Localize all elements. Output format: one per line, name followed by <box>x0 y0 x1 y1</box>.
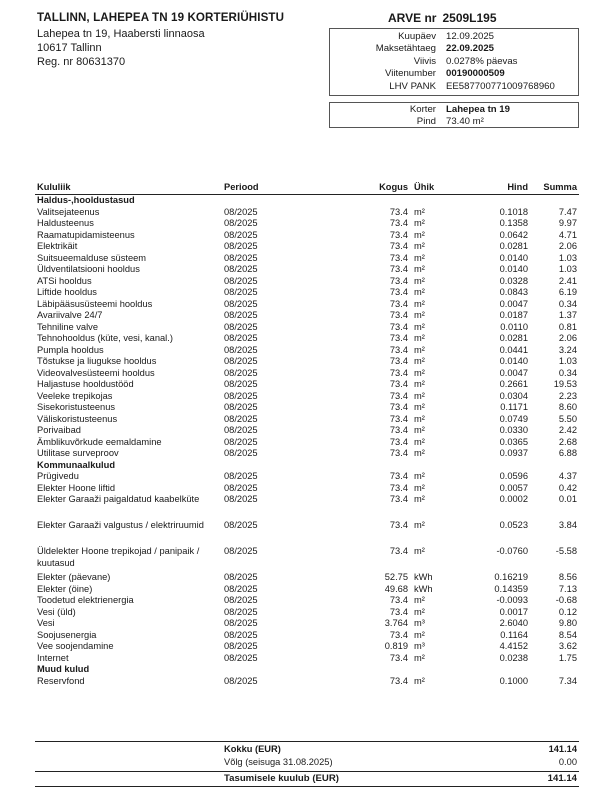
cell-sum: 19.53 <box>553 379 577 389</box>
cell-period: 08/2025 <box>224 356 258 366</box>
cell-unit: m² <box>414 321 425 332</box>
info_box-label: Viitenumber <box>384 68 436 80</box>
cell-period: 08/2025 <box>224 229 258 240</box>
cell-cost-type: Haldusteenus <box>37 218 94 228</box>
category-label: Muud kulud <box>37 664 90 674</box>
info_box-value: 12.09.2025 <box>446 31 495 42</box>
cell-cost-type: Tehniline valve <box>37 321 98 332</box>
cell-price: 0.0328 <box>499 275 528 286</box>
cell-price: 0.1171 <box>500 402 528 412</box>
cell-quantity: 73.4 <box>389 310 408 320</box>
cell-price: 0.0749 <box>499 413 528 424</box>
cell-price: -0.0093 <box>496 595 528 605</box>
cell-price: 0.0330 <box>499 425 528 435</box>
cell-price: 0.0002 <box>499 494 528 504</box>
cell-sum: 1.03 <box>558 252 577 263</box>
cell-cost-type: ATSi hooldus <box>37 275 92 286</box>
cell-unit: m² <box>414 252 425 263</box>
cell-period: 08/2025 <box>224 494 258 504</box>
unit_box-value: Lahepea tn 19 <box>446 104 510 115</box>
table-row <box>35 333 579 345</box>
table-row <box>35 379 579 391</box>
cell-quantity: 73.4 <box>389 448 408 458</box>
table-row <box>35 218 579 230</box>
cell-sum: 0.81 <box>558 321 577 332</box>
cell-period: 08/2025 <box>224 425 258 435</box>
cell-price: 0.14359 <box>494 583 528 594</box>
cell-period: 08/2025 <box>224 252 258 263</box>
cell-cost-type: Elekter Garaaži paigaldatud kaabelküte <box>37 494 200 504</box>
cell-quantity: 3.764 <box>384 618 408 628</box>
org-reg-number: Reg. nr 80631370 <box>37 56 126 68</box>
cell-price: 0.0281 <box>499 241 528 251</box>
cell-sum: 0.34 <box>558 298 577 309</box>
cell-period: 08/2025 <box>224 333 258 343</box>
cell-quantity: 73.4 <box>389 629 408 640</box>
cell-period: 08/2025 <box>224 583 258 594</box>
cell-quantity: 73.4 <box>389 333 408 343</box>
table-row <box>35 448 579 460</box>
cell-period: 08/2025 <box>224 618 258 628</box>
cell-unit: m² <box>414 629 425 640</box>
cell-quantity: 73.4 <box>389 606 408 617</box>
cell-unit: m² <box>414 413 425 424</box>
cell-period: 08/2025 <box>224 413 258 424</box>
cell-unit: m² <box>414 206 425 217</box>
cell-sum: 2.06 <box>558 333 577 343</box>
cell-cost-type: Utilitase surveproov <box>37 448 119 458</box>
header-cost-type: Kululiik <box>35 181 222 195</box>
cell-quantity: 73.4 <box>389 390 408 401</box>
cell-period: 08/2025 <box>224 275 258 286</box>
invoice-title-label: ARVE nr <box>388 11 437 25</box>
cell-price: 0.0017 <box>499 606 528 617</box>
table-row <box>35 607 579 619</box>
cell-cost-type: Vee soojendamine <box>37 641 114 651</box>
cell-period: 08/2025 <box>224 572 258 582</box>
cell-cost-type: Liftide hooldus <box>37 287 97 297</box>
cell-unit: m² <box>414 425 425 435</box>
table-row <box>35 264 579 276</box>
cell-quantity: 73.4 <box>389 252 408 263</box>
table-row <box>35 676 579 688</box>
table-row <box>35 391 579 403</box>
cell-price: 2.6040 <box>499 618 528 628</box>
cell-period: 08/2025 <box>224 367 258 378</box>
cell-quantity: 73.4 <box>389 402 408 412</box>
table-row <box>35 471 579 483</box>
org-city: 10617 Tallinn <box>37 42 102 54</box>
cell-price: 0.0047 <box>499 367 528 378</box>
cell-cost-type: Läbipääsusüsteemi hooldus <box>37 298 153 309</box>
table-row <box>35 494 579 520</box>
cell-price: 0.0187 <box>499 310 528 320</box>
table-row <box>35 520 579 546</box>
total-label: Kokku (EUR) <box>224 744 281 754</box>
cell-period: 08/2025 <box>224 606 258 617</box>
invoice-info-box <box>329 28 579 96</box>
cell-quantity: 73.4 <box>389 413 408 424</box>
total-value: 141.14 <box>548 744 577 754</box>
cell-price: 0.1018 <box>499 206 528 217</box>
cell-quantity: 73.4 <box>389 356 408 366</box>
cell-sum: 8.54 <box>558 629 577 640</box>
cell-unit: m² <box>414 310 425 320</box>
cell-cost-type: Reservfond <box>37 675 85 686</box>
cell-quantity: 73.4 <box>389 675 408 686</box>
cell-quantity: 0.819 <box>384 641 408 651</box>
cell-cost-type: Elekter Garaaži valgustus / elektriruumid <box>37 520 204 530</box>
header-period: Periood <box>222 181 296 195</box>
cell-price: 0.1358 <box>499 218 528 228</box>
cell-unit: m² <box>414 606 425 617</box>
cell-sum: 4.37 <box>558 471 577 481</box>
table-row <box>35 653 579 665</box>
cell-quantity: 73.4 <box>389 520 408 530</box>
info_box-value: 0.0278% päevas <box>446 55 518 67</box>
cell-unit: m² <box>414 652 425 663</box>
cell-unit: m³ <box>414 641 425 651</box>
table-row <box>35 230 579 242</box>
cell-quantity: 73.4 <box>389 379 408 389</box>
cell-price: 0.0110 <box>500 321 528 332</box>
cell-period: 08/2025 <box>224 310 258 320</box>
cell-period: 08/2025 <box>224 629 258 640</box>
cell-sum: 2.68 <box>558 436 577 447</box>
header-quantity: Kogus <box>296 181 410 195</box>
cell-quantity: 73.4 <box>389 287 408 297</box>
cell-quantity: 52.75 <box>384 572 408 582</box>
cell-period: 08/2025 <box>224 520 258 530</box>
table-row <box>35 618 579 630</box>
cell-unit: m² <box>414 241 425 251</box>
info_box-label: Kuupäev <box>398 31 436 42</box>
cell-cost-type: Tõstukse ja liugukse hooldus <box>37 356 157 366</box>
cell-sum: 8.60 <box>558 402 577 412</box>
cell-cost-type: Üldventilatsiooni hooldus <box>37 264 140 274</box>
cell-price: 0.0047 <box>499 298 528 309</box>
cell-unit: m² <box>414 275 425 286</box>
cell-sum: 3.24 <box>558 344 577 355</box>
cell-price: 0.1164 <box>500 629 528 640</box>
cell-unit: kWh <box>414 572 433 582</box>
cell-cost-type: Vesi <box>37 618 55 628</box>
cell-unit: m² <box>414 546 425 556</box>
cell-quantity: 73.4 <box>389 436 408 447</box>
bottom-divider <box>35 786 579 787</box>
cell-sum: 1.03 <box>558 356 577 366</box>
cell-cost-type: Suitsueemalduse süsteem <box>37 252 147 263</box>
category-row <box>35 195 579 207</box>
cell-sum: 6.19 <box>558 287 577 297</box>
table-row <box>35 241 579 253</box>
table-row <box>35 345 579 357</box>
cell-cost-type: Elekter (öine) <box>37 583 93 594</box>
cell-price: 0.1000 <box>499 675 528 686</box>
totals-divider <box>35 741 579 742</box>
cell-quantity: 73.4 <box>389 206 408 217</box>
cell-cost-type: Internet <box>37 652 69 663</box>
cell-price: -0.0760 <box>496 546 528 556</box>
cell-unit: m² <box>414 356 425 366</box>
table-row <box>35 572 579 584</box>
info_box-label: Viivis <box>413 55 436 67</box>
org-name: TALLINN, LAHEPEA TN 19 KORTERIÜHISTU <box>37 11 285 24</box>
apartment-info-box <box>329 102 579 128</box>
cell-unit: m² <box>414 494 425 504</box>
cell-quantity: 73.4 <box>389 264 408 274</box>
cell-cost-type: Avariivalve 24/7 <box>37 310 103 320</box>
cell-unit: m² <box>414 436 425 447</box>
cell-quantity: 73.4 <box>389 595 408 605</box>
table-row <box>35 322 579 334</box>
cell-quantity: 73.4 <box>389 321 408 332</box>
cell-period: 08/2025 <box>224 321 258 332</box>
cell-unit: m² <box>414 595 425 605</box>
cell-sum: 2.42 <box>558 425 577 435</box>
due-divider <box>35 771 579 772</box>
cell-quantity: 73.4 <box>389 367 408 378</box>
cell-cost-type: Väliskoristusteenus <box>37 413 118 424</box>
cell-cost-type: Elekter Hoone liftid <box>37 482 116 493</box>
header-price: Hind <box>458 181 530 195</box>
cell-sum: 6.88 <box>558 448 577 458</box>
cell-period: 08/2025 <box>224 471 258 481</box>
cell-unit: m² <box>414 675 425 686</box>
org-address: Lahepea tn 19, Haabersti linnaosa <box>37 28 205 40</box>
cell-unit: m² <box>414 264 425 274</box>
table-row <box>35 253 579 265</box>
cell-sum: 0.42 <box>558 482 577 493</box>
cell-unit: m² <box>414 218 425 228</box>
cell-sum: -5.58 <box>555 546 577 556</box>
cell-unit: m² <box>414 379 425 389</box>
info_box-label: LHV PANK <box>389 80 436 92</box>
cell-sum: 3.62 <box>558 641 577 651</box>
cell-unit: m² <box>414 287 425 297</box>
table-row <box>35 414 579 426</box>
info_box-label: Maksetähtaeg <box>375 43 436 55</box>
cell-period: 08/2025 <box>224 390 258 401</box>
cell-cost-type: Vesi (üld) <box>37 606 76 617</box>
cell-quantity: 73.4 <box>389 344 408 355</box>
cell-period: 08/2025 <box>224 379 258 389</box>
cell-unit: m² <box>414 471 425 481</box>
cell-price: 0.0596 <box>499 471 528 481</box>
cell-price: 0.16219 <box>494 572 528 582</box>
table-row <box>35 310 579 322</box>
invoice-title <box>388 11 497 25</box>
table-row <box>35 483 579 495</box>
cell-quantity: 73.4 <box>389 229 408 240</box>
header-sum: Summa <box>530 181 579 195</box>
cell-cost-type: Porivaibad <box>37 425 81 435</box>
cell-price: 0.0140 <box>499 264 528 274</box>
debt-label: Võlg (seisuga 31.08.2025) <box>224 757 333 767</box>
table-row <box>35 584 579 596</box>
cell-price: 0.2661 <box>499 379 528 389</box>
cell-period: 08/2025 <box>224 448 258 458</box>
cell-price: 0.0057 <box>499 482 528 493</box>
amount-due-value: 141.14 <box>547 773 577 784</box>
table-row <box>35 402 579 414</box>
cell-unit: m² <box>414 298 425 309</box>
table-row <box>35 287 579 299</box>
cell-unit: m² <box>414 344 425 355</box>
category-row <box>35 664 579 676</box>
table-row <box>35 546 579 572</box>
cell-price: 0.0937 <box>499 448 528 458</box>
table-row <box>35 276 579 288</box>
info_box-value: 00190000509 <box>446 68 505 80</box>
cell-unit: kWh <box>414 583 433 594</box>
amount-due-label: Tasumisele kuulub (EUR) <box>224 773 339 784</box>
cell-quantity: 49.68 <box>384 583 408 594</box>
cell-period: 08/2025 <box>224 402 258 412</box>
cell-quantity: 73.4 <box>389 275 408 286</box>
cell-cost-type: Elekter (päevane) <box>37 572 111 582</box>
cell-price: 0.0140 <box>499 356 528 366</box>
cell-quantity: 73.4 <box>389 298 408 309</box>
cell-sum: 1.03 <box>558 264 577 274</box>
cell-cost-type: Raamatupidamisteenus <box>37 229 135 240</box>
cell-sum: 0.01 <box>558 494 577 504</box>
unit_box-label: Korter <box>409 104 436 115</box>
category-label: Kommunaalkulud <box>37 459 115 470</box>
cell-price: 0.0441 <box>499 344 528 355</box>
invoice-number: 2509L195 <box>442 11 497 25</box>
cell-sum: 2.23 <box>558 390 577 401</box>
header-unit: Ühik <box>410 181 458 195</box>
cell-period: 08/2025 <box>224 298 258 309</box>
cell-unit: m² <box>414 390 425 401</box>
cell-period: 08/2025 <box>224 344 258 355</box>
cell-unit: m² <box>414 367 425 378</box>
cell-cost-type: Soojusenergia <box>37 629 97 640</box>
cell-period: 08/2025 <box>224 652 258 663</box>
table-row <box>35 299 579 311</box>
cell-sum: 0.34 <box>558 367 577 378</box>
cell-cost-type: Pumpla hooldus <box>37 344 104 355</box>
table-row <box>35 368 579 380</box>
cell-sum: 2.41 <box>558 275 577 286</box>
cell-unit: m² <box>414 229 425 240</box>
cell-quantity: 73.4 <box>389 218 408 228</box>
cell-cost-type: Ämblikuvõrkude eemaldamine <box>37 436 162 447</box>
cell-price: 0.0843 <box>499 287 528 297</box>
cell-cost-type: Videovalvesüsteemi hooldus <box>37 367 155 378</box>
table-header-row <box>35 181 579 195</box>
cell-sum: 4.71 <box>558 229 577 240</box>
cell-sum: 7.34 <box>558 675 577 686</box>
table-row <box>35 437 579 449</box>
cell-unit: m² <box>414 448 425 458</box>
info_box-value: EE587700771009768960 <box>446 80 555 92</box>
cell-sum: 9.80 <box>558 618 577 628</box>
cell-price: 0.0365 <box>499 436 528 447</box>
cell-price: 0.0238 <box>499 652 528 663</box>
cell-cost-type: Sisekoristusteenus <box>37 402 116 412</box>
cell-sum: 1.75 <box>558 652 577 663</box>
table-row <box>35 356 579 368</box>
cell-unit: m² <box>414 333 425 343</box>
cell-unit: m² <box>414 482 425 493</box>
cell-sum: 9.97 <box>558 218 577 228</box>
info_box-value: 22.09.2025 <box>446 43 495 55</box>
cell-price: 0.0304 <box>499 390 528 401</box>
cell-period: 08/2025 <box>224 241 258 251</box>
cell-sum: 8.56 <box>558 572 577 582</box>
cell-cost-type: Tehnohooldus (küte, vesi, kanal.) <box>37 333 173 343</box>
cell-sum: 1.37 <box>558 310 577 320</box>
cell-cost-type: Haljastuse hooldustööd <box>37 379 134 389</box>
cell-quantity: 73.4 <box>389 494 408 504</box>
cell-price: 0.0140 <box>499 252 528 263</box>
cell-cost-type: Üldelekter Hoone trepikojad / panipaik / kuutasud <box>37 546 200 568</box>
cell-unit: m³ <box>414 618 425 628</box>
cell-period: 08/2025 <box>224 264 258 274</box>
cell-quantity: 73.4 <box>389 425 408 435</box>
table-row <box>35 425 579 437</box>
cell-sum: 7.13 <box>558 583 577 594</box>
cell-sum: 0.12 <box>558 606 577 617</box>
cell-sum: 3.84 <box>558 520 577 530</box>
cell-cost-type: Toodetud elektrienergia <box>37 595 134 605</box>
unit_box-label: Pind <box>416 116 436 128</box>
cell-period: 08/2025 <box>224 218 258 228</box>
cell-price: 4.4152 <box>499 641 528 651</box>
category-label: Haldus-,hooldustasud <box>37 195 135 205</box>
cell-price: 0.0642 <box>499 229 528 240</box>
charges-table <box>35 181 579 687</box>
cell-cost-type: Elektrikäit <box>37 241 78 251</box>
cell-period: 08/2025 <box>224 482 258 493</box>
cell-unit: m² <box>414 520 425 530</box>
cell-quantity: 73.4 <box>389 482 408 493</box>
debt-value: 0.00 <box>558 757 577 767</box>
unit_box-value: 73.40 m² <box>446 116 484 128</box>
cell-sum: 5.50 <box>558 413 577 424</box>
category-row <box>35 460 579 472</box>
cell-period: 08/2025 <box>224 675 258 686</box>
cell-price: 0.0523 <box>499 520 528 530</box>
cell-quantity: 73.4 <box>389 546 408 556</box>
cell-cost-type: Prügivedu <box>37 471 79 481</box>
cell-cost-type: Veeleke trepikojas <box>37 390 113 401</box>
table-row <box>35 595 579 607</box>
cell-quantity: 73.4 <box>389 652 408 663</box>
cell-period: 08/2025 <box>224 641 258 651</box>
cell-period: 08/2025 <box>224 436 258 447</box>
cell-sum: 2.06 <box>558 241 577 251</box>
cell-quantity: 73.4 <box>389 241 408 251</box>
table-row <box>35 641 579 653</box>
cell-price: 0.0281 <box>499 333 528 343</box>
table-row <box>35 630 579 642</box>
cell-period: 08/2025 <box>224 546 258 556</box>
cell-sum: 7.47 <box>558 206 577 217</box>
cell-sum: -0.68 <box>555 595 577 605</box>
cell-period: 08/2025 <box>224 287 258 297</box>
cell-cost-type: Valitsejateenus <box>37 206 100 217</box>
table-row <box>35 207 579 219</box>
cell-quantity: 73.4 <box>389 471 408 481</box>
cell-period: 08/2025 <box>224 206 258 217</box>
cell-unit: m² <box>414 402 425 412</box>
cell-period: 08/2025 <box>224 595 258 605</box>
